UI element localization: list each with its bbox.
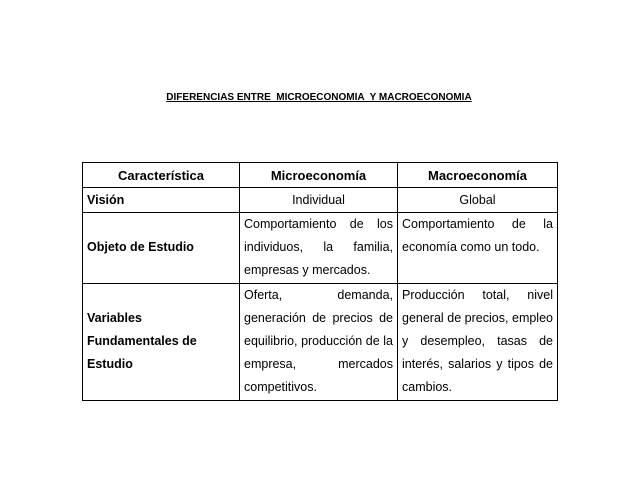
table-header-row <box>83 163 558 188</box>
cell-micro-objeto: Comportamiento de los individuos, la familia, empresas y mercados. <box>240 213 398 284</box>
cell-micro-variables: Oferta, demanda, generación de precios de equilibrio, producción de la empresa, mercados competitivos. <box>240 283 398 400</box>
header-microeconomia: Microeconomía <box>240 163 398 188</box>
cell-macro-variables: Producción total, nivel general de precios, empleo y desempleo, tasas de interés, salarios y tipos de cambios. <box>398 283 558 400</box>
row-label-objeto: Objeto de Estudio <box>83 213 240 284</box>
header-caracteristica: Característica <box>83 163 240 188</box>
document-title: DIFERENCIAS ENTRE MICROECONOMIA Y MACROECONOMIA <box>166 92 472 103</box>
table-row <box>83 283 558 400</box>
cell-micro-vision: Individual <box>240 188 398 213</box>
row-label-variables <box>83 283 240 400</box>
cell-macro-objeto: Comportamiento de la economía como un todo. <box>398 213 558 284</box>
row-label-variables-text: Variables Fundamentales de Estudio <box>87 311 197 372</box>
cell-macro-vision: Global <box>398 188 558 213</box>
table-row <box>83 213 558 284</box>
row-label-vision: Visión <box>83 188 240 213</box>
table-row <box>83 188 558 213</box>
header-macroeconomia: Macroeconomía <box>398 163 558 188</box>
comparison-table <box>82 162 558 401</box>
